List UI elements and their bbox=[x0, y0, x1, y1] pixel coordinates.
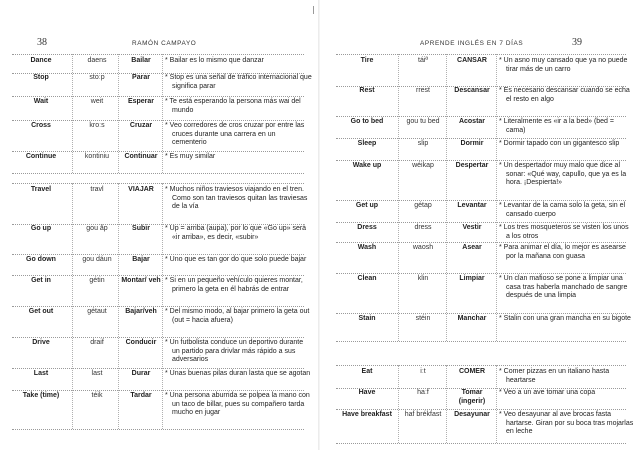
table-row bbox=[336, 409, 634, 444]
translation-cell: Limpiar bbox=[459, 275, 485, 282]
word-cell: Stain bbox=[358, 315, 376, 322]
right-page-number: 39 bbox=[572, 37, 582, 48]
pronunciation-cell: rrest bbox=[416, 87, 430, 94]
word-cell: Travel bbox=[30, 186, 52, 193]
translation-cell: Subir bbox=[132, 225, 150, 232]
translation-cell: Despertar bbox=[455, 162, 489, 169]
pronunciation-cell: dress bbox=[414, 224, 432, 231]
pronunciation-cell: haːf bbox=[417, 389, 429, 396]
translation-cell: CANSAR bbox=[457, 57, 487, 64]
table-row bbox=[12, 254, 307, 276]
left-vocab-table-1 bbox=[12, 54, 312, 173]
column-divider bbox=[496, 365, 497, 443]
table-row bbox=[12, 275, 304, 307]
column-divider bbox=[118, 183, 119, 429]
table-row bbox=[336, 313, 631, 342]
table-row bbox=[336, 222, 629, 243]
table-row bbox=[12, 337, 304, 369]
translation-cell: Desayunar bbox=[454, 411, 490, 418]
explanation-cell: * Stalin con una gran mancha en su bigote bbox=[499, 315, 631, 322]
table-row bbox=[336, 85, 630, 117]
explanation-cell: * Bailar es lo mismo que danzar bbox=[165, 57, 264, 64]
word-cell: Get in bbox=[31, 277, 51, 284]
pronunciation-cell: téik bbox=[91, 392, 103, 399]
right-running-head: APRENDE INGLÉS EN 7 DÍAS bbox=[420, 40, 524, 47]
explanation-cell: * Stop es una señal de tráfico internacional que significa parar bbox=[165, 74, 312, 90]
explanation-cell: * Un despertador muy malo que dice al sonar: «Qué way, capullo, que ya es la hora. ¡Despierta!» bbox=[499, 162, 627, 187]
explanation-cell: * Levantar de la cama solo la geta, sin el cansado cuerpo bbox=[499, 202, 626, 218]
explanation-cell: * Muchos niños traviesos viajando en el tren. Como son tan traviesos quitan las traviesas de la vía bbox=[165, 186, 308, 211]
translation-cell: COMER bbox=[458, 368, 486, 375]
explanation-cell: * Veo a un ave tomar una copa bbox=[499, 389, 596, 396]
word-cell: Cross bbox=[31, 122, 51, 129]
pronunciation-cell: gou tu bed bbox=[406, 118, 440, 125]
explanation-cell: * Un asno muy cansado que ya no puede tirar más de un carro bbox=[499, 57, 628, 73]
table-row bbox=[12, 368, 311, 391]
translation-cell: Manchar bbox=[457, 315, 487, 322]
translation-cell: Continuar bbox=[124, 153, 158, 160]
pronunciation-cell: gétap bbox=[414, 202, 432, 209]
translation-cell: Parar bbox=[132, 74, 150, 81]
table-row bbox=[12, 96, 304, 121]
table-row bbox=[12, 120, 304, 152]
translation-cell: Bajar/veh bbox=[125, 308, 157, 315]
column-divider bbox=[162, 54, 163, 173]
explanation-cell: * Una persona aburrida se polpea la mano con un taco de billar, pues su compañero tarda mucho en jugar bbox=[165, 392, 310, 417]
column-divider bbox=[398, 54, 399, 341]
translation-cell: Descansar bbox=[454, 87, 490, 94]
word-cell: Dress bbox=[357, 224, 377, 231]
pronunciation-cell: kroːs bbox=[89, 122, 105, 129]
explanation-cell: * Si en un pequeño vehículo quieres montar, primero la geta en él habrás de entrar bbox=[165, 277, 303, 293]
translation-cell: Bailar bbox=[131, 57, 151, 64]
table-row bbox=[12, 72, 312, 97]
pronunciation-cell: wéikap bbox=[412, 162, 434, 169]
explanation-cell: * Veo desayunar al ave brocas fasta hartarse. Giran por su boca tras mojarlas en leche bbox=[499, 411, 634, 436]
right-vocab-table-2 bbox=[336, 365, 634, 443]
table-row bbox=[336, 138, 626, 161]
pronunciation-cell: kontiniu bbox=[84, 153, 110, 160]
pronunciation-cell: klin bbox=[417, 275, 429, 282]
word-cell: Go to bed bbox=[350, 118, 384, 125]
table-row bbox=[336, 273, 626, 314]
table-row bbox=[12, 183, 308, 225]
column-divider bbox=[72, 54, 73, 173]
word-cell: Take (time) bbox=[22, 392, 60, 399]
left-page-number: 38 bbox=[37, 37, 47, 48]
explanation-cell: * Te está esperando la persona más wai del mundo bbox=[165, 98, 301, 114]
pronunciation-cell: daens bbox=[87, 57, 107, 64]
table-row bbox=[12, 151, 304, 174]
explanation-cell: * Up = arriba (aupa), por lo que «Go up» será «ir arriba», es decir, «subir» bbox=[165, 225, 307, 241]
translation-cell: Tardar bbox=[130, 392, 152, 399]
translation-cell: Vestir bbox=[462, 224, 482, 231]
left-vocab-table-2 bbox=[12, 183, 311, 429]
word-cell: Stop bbox=[33, 74, 49, 81]
pronunciation-cell: travl bbox=[90, 186, 104, 193]
pronunciation-cell: last bbox=[91, 370, 103, 377]
translation-cell: Cruzar bbox=[129, 122, 153, 129]
word-cell: Have breakfast bbox=[342, 411, 392, 418]
explanation-cell: * Literalmente es «ir a la bed» (bed = cama) bbox=[499, 118, 614, 134]
word-cell: Have bbox=[358, 389, 376, 396]
translation-cell: Durar bbox=[131, 370, 151, 377]
table-row bbox=[12, 223, 307, 255]
column-divider bbox=[446, 54, 447, 341]
explanation-cell: * Del mismo modo, al bajar primero la geta out (out = hacia afuera) bbox=[165, 308, 310, 324]
word-cell: Continue bbox=[25, 153, 57, 160]
explanation-cell: * Uno que es tan gor do que solo puede bajar bbox=[165, 256, 307, 263]
pronunciation-cell: gou dáun bbox=[82, 256, 112, 263]
translation-cell: Dormir bbox=[460, 140, 484, 147]
word-cell: Eat bbox=[361, 368, 373, 375]
word-cell: Go down bbox=[26, 256, 56, 263]
word-cell: Wake up bbox=[352, 162, 382, 169]
pronunciation-cell: waosh bbox=[412, 244, 434, 251]
page-fold bbox=[318, 0, 320, 450]
word-cell: Get up bbox=[355, 202, 379, 209]
translation-cell: Bajar bbox=[132, 256, 150, 263]
explanation-cell: * Unas buenas pilas duran lasta que se agotan bbox=[165, 370, 311, 377]
pronunciation-cell: haf brékfast bbox=[404, 411, 442, 418]
column-divider bbox=[162, 183, 163, 429]
explanation-cell: * Para animar el día, lo mejor es asearse por la mañana con guasa bbox=[499, 244, 626, 260]
pronunciation-cell: weit bbox=[90, 98, 104, 105]
table-row bbox=[12, 306, 310, 338]
table-row bbox=[336, 387, 626, 410]
pronunciation-cell: slip bbox=[417, 140, 429, 147]
word-cell: Dance bbox=[30, 57, 52, 64]
word-cell: Go up bbox=[30, 225, 52, 232]
pronunciation-cell: táiª bbox=[418, 57, 428, 64]
word-cell: Get out bbox=[28, 308, 54, 315]
column-divider bbox=[496, 54, 497, 341]
pronunciation-cell: gou ǎp bbox=[86, 225, 108, 232]
word-cell: Last bbox=[33, 370, 49, 377]
column-divider bbox=[118, 54, 119, 173]
explanation-cell: * Veo corredores de cros cruzar por entre las cruces durante una carrera en un cementerio bbox=[165, 122, 305, 147]
right-vocab-table-1 bbox=[336, 54, 631, 341]
word-cell: Drive bbox=[32, 339, 50, 346]
explanation-cell: * Un futbolista conduce un deportivo durante un partido para drivlar más rápido a sus adversarios bbox=[165, 339, 304, 364]
table-row bbox=[336, 200, 626, 223]
pronunciation-cell: stoːp bbox=[89, 74, 105, 81]
column-divider bbox=[72, 183, 73, 429]
pronunciation-cell: gétaut bbox=[87, 308, 107, 315]
column-divider bbox=[398, 365, 399, 443]
translation-cell: Conducir bbox=[125, 339, 157, 346]
pronunciation-cell: stéin bbox=[415, 315, 431, 322]
translation-cell: Asear bbox=[462, 244, 482, 251]
translation-cell: VIAJAR bbox=[128, 186, 154, 193]
explanation-cell: * Dormir tapado con un gigantesco slip bbox=[499, 140, 620, 147]
pronunciation-cell: gétin bbox=[89, 277, 105, 284]
translation-cell: Montar/ veh bbox=[121, 277, 161, 284]
translation-cell: Tomar (ingerir) bbox=[458, 389, 486, 405]
word-cell: Sleep bbox=[357, 140, 377, 147]
word-cell: Clean bbox=[357, 275, 377, 282]
explanation-cell: * Comer pizzas en un italiano hasta heartarse bbox=[499, 368, 610, 384]
table-row bbox=[336, 242, 626, 274]
table-row bbox=[336, 54, 626, 87]
table-row bbox=[336, 160, 626, 201]
table-row bbox=[12, 54, 304, 74]
table-row bbox=[336, 116, 626, 139]
translation-cell: Acostar bbox=[458, 118, 486, 125]
translation-cell: Esperar bbox=[127, 98, 155, 105]
column-divider bbox=[446, 365, 447, 443]
explanation-cell: * Es necesario descansar cuando se echa el resto en algo bbox=[499, 87, 630, 103]
word-cell: Rest bbox=[359, 87, 375, 94]
word-cell: Wash bbox=[357, 244, 377, 251]
pronunciation-cell: iːt bbox=[420, 368, 426, 375]
table-row bbox=[336, 365, 626, 389]
explanation-cell: * Un clan mafioso se pone a limpiar una casa tras haberla manchado de sangre después de una limpia bbox=[499, 275, 628, 300]
explanation-cell: * Es muy similar bbox=[165, 153, 216, 160]
explanation-cell: * Los tres mosqueteros se visten los unos a los otros bbox=[499, 224, 629, 240]
scan-mark bbox=[313, 6, 314, 14]
pronunciation-cell: draif bbox=[90, 339, 104, 346]
translation-cell: Levantar bbox=[457, 202, 487, 209]
table-row bbox=[12, 390, 310, 430]
word-cell: Tire bbox=[360, 57, 374, 64]
word-cell: Wait bbox=[33, 98, 49, 105]
left-running-head: RAMÓN CAMPAYO bbox=[132, 40, 197, 47]
